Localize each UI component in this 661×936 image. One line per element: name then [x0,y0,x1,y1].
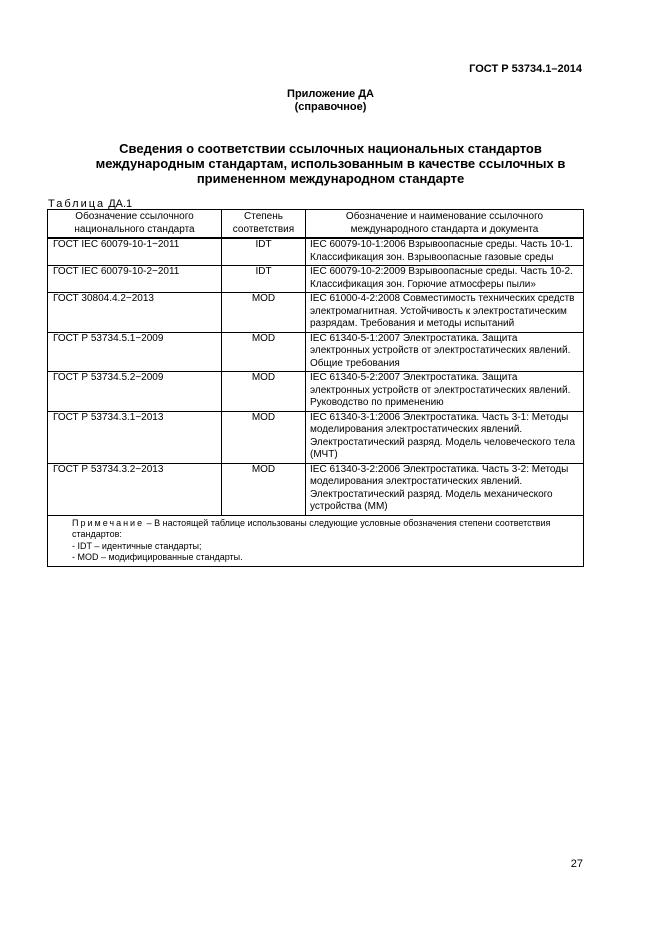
table-label-number: ДА.1 [108,198,133,210]
national-standard-cell: ГОСТ 30804.4.2−2013 [48,293,222,333]
table-row [48,293,584,333]
table-row [48,238,584,266]
document-title [50,141,611,186]
column-header-line: Обозначение ссылочного [75,211,194,222]
column-header-line: Степень [244,211,283,222]
degree-cell: MOD [222,293,306,333]
international-standard-cell: IEC 61000-4-2:2008 Совместимость технических средств электромагнитная. Устойчивость к электростатическим разрядам. Требования и методы испытаний [306,293,584,333]
column-header-line: соответствия [232,223,295,235]
international-standard-cell: IEC 61340-3-2:2006 Электростатика. Часть 3-2: Методы моделирования электростатических явлений. Электростатический разряд. Модель механического устройства (ММ) [306,463,584,515]
degree-cell: IDT [222,266,306,293]
standard-code: ГОСТ Р 53734.1–2014 [469,63,582,75]
column-header-line: Обозначение и наименование ссылочного [345,211,544,222]
degree-cell: MOD [222,372,306,412]
document-title-line: международным стандартам, использованным в качестве ссылочных в [95,156,566,171]
international-standard-cell: IEC 60079-10-2:2009 Взрывоопасные среды. Часть 10-2. Классификация зон. Горючие атмосферы пыли» [306,266,584,293]
table-row [48,411,584,463]
page-number: 27 [570,858,583,870]
international-standard-cell: IEC 61340-5-1:2007 Электростатика. Защита электронных устройств от электростатических явлений. Общие требования [306,332,584,372]
document-title-line: Сведения о соответствии ссылочных национальных стандартов [119,141,542,156]
international-standard-cell: IEC 61340-3-1:2006 Электростатика. Часть 3-1: Методы моделирования электростатических явлений. Электростатический разряд. Модель человеческого тела (МЧТ) [306,411,584,463]
degree-cell: MOD [222,332,306,372]
table-row [48,372,584,412]
table-row [48,332,584,372]
degree-cell: MOD [222,411,306,463]
note-item: - IDT – идентичные стандарты; [72,540,202,551]
table-label-prefix: Таблица [48,198,106,210]
degree-cell: IDT [222,238,306,266]
international-standard-cell: IEC 60079-10-1:2006 Взрывоопасные среды. Часть 10-1. Классификация зон. Взрывоопасные газовые среды [306,238,584,266]
note-label: Примечание [72,517,145,528]
table-note-row [48,515,584,566]
national-standard-cell: ГОСТ Р 53734.3.1−2013 [48,411,222,463]
column-header-line: международного стандарта и документа [350,223,539,235]
note-body: – В настоящей таблице использованы следующие условные обозначения степени соответствия стандартов: [72,517,551,539]
appendix-title: Приложение ДА [287,88,374,100]
national-standard-cell: ГОСТ IEC 60079-10-2−2011 [48,266,222,293]
national-standard-cell: ГОСТ Р 53734.3.2−2013 [48,463,222,515]
degree-cell: MOD [222,463,306,515]
column-header-degree [222,210,306,239]
column-header-line: национального стандарта [74,223,195,235]
standards-table [47,209,584,567]
column-header-national [48,210,222,239]
note-text [52,518,579,541]
note-item: - MOD – модифицированные стандарты. [72,552,243,562]
national-standard-cell: ГОСТ Р 53734.5.2−2009 [48,372,222,412]
appendix-subtitle: (справочное) [294,101,367,113]
table-row [48,266,584,293]
table-header-row [48,210,584,239]
national-standard-cell: ГОСТ Р 53734.5.1−2009 [48,332,222,372]
table-note [48,515,584,566]
document-title-line: примененном международном стандарте [196,171,465,186]
table-row [48,463,584,515]
column-header-international [306,210,584,239]
appendix-heading [0,88,661,114]
national-standard-cell: ГОСТ IEC 60079-10-1−2011 [48,238,222,266]
international-standard-cell: IEC 61340-5-2:2007 Электростатика. Защита электронных устройств от электростатических явлений. Руководство по применению [306,372,584,412]
